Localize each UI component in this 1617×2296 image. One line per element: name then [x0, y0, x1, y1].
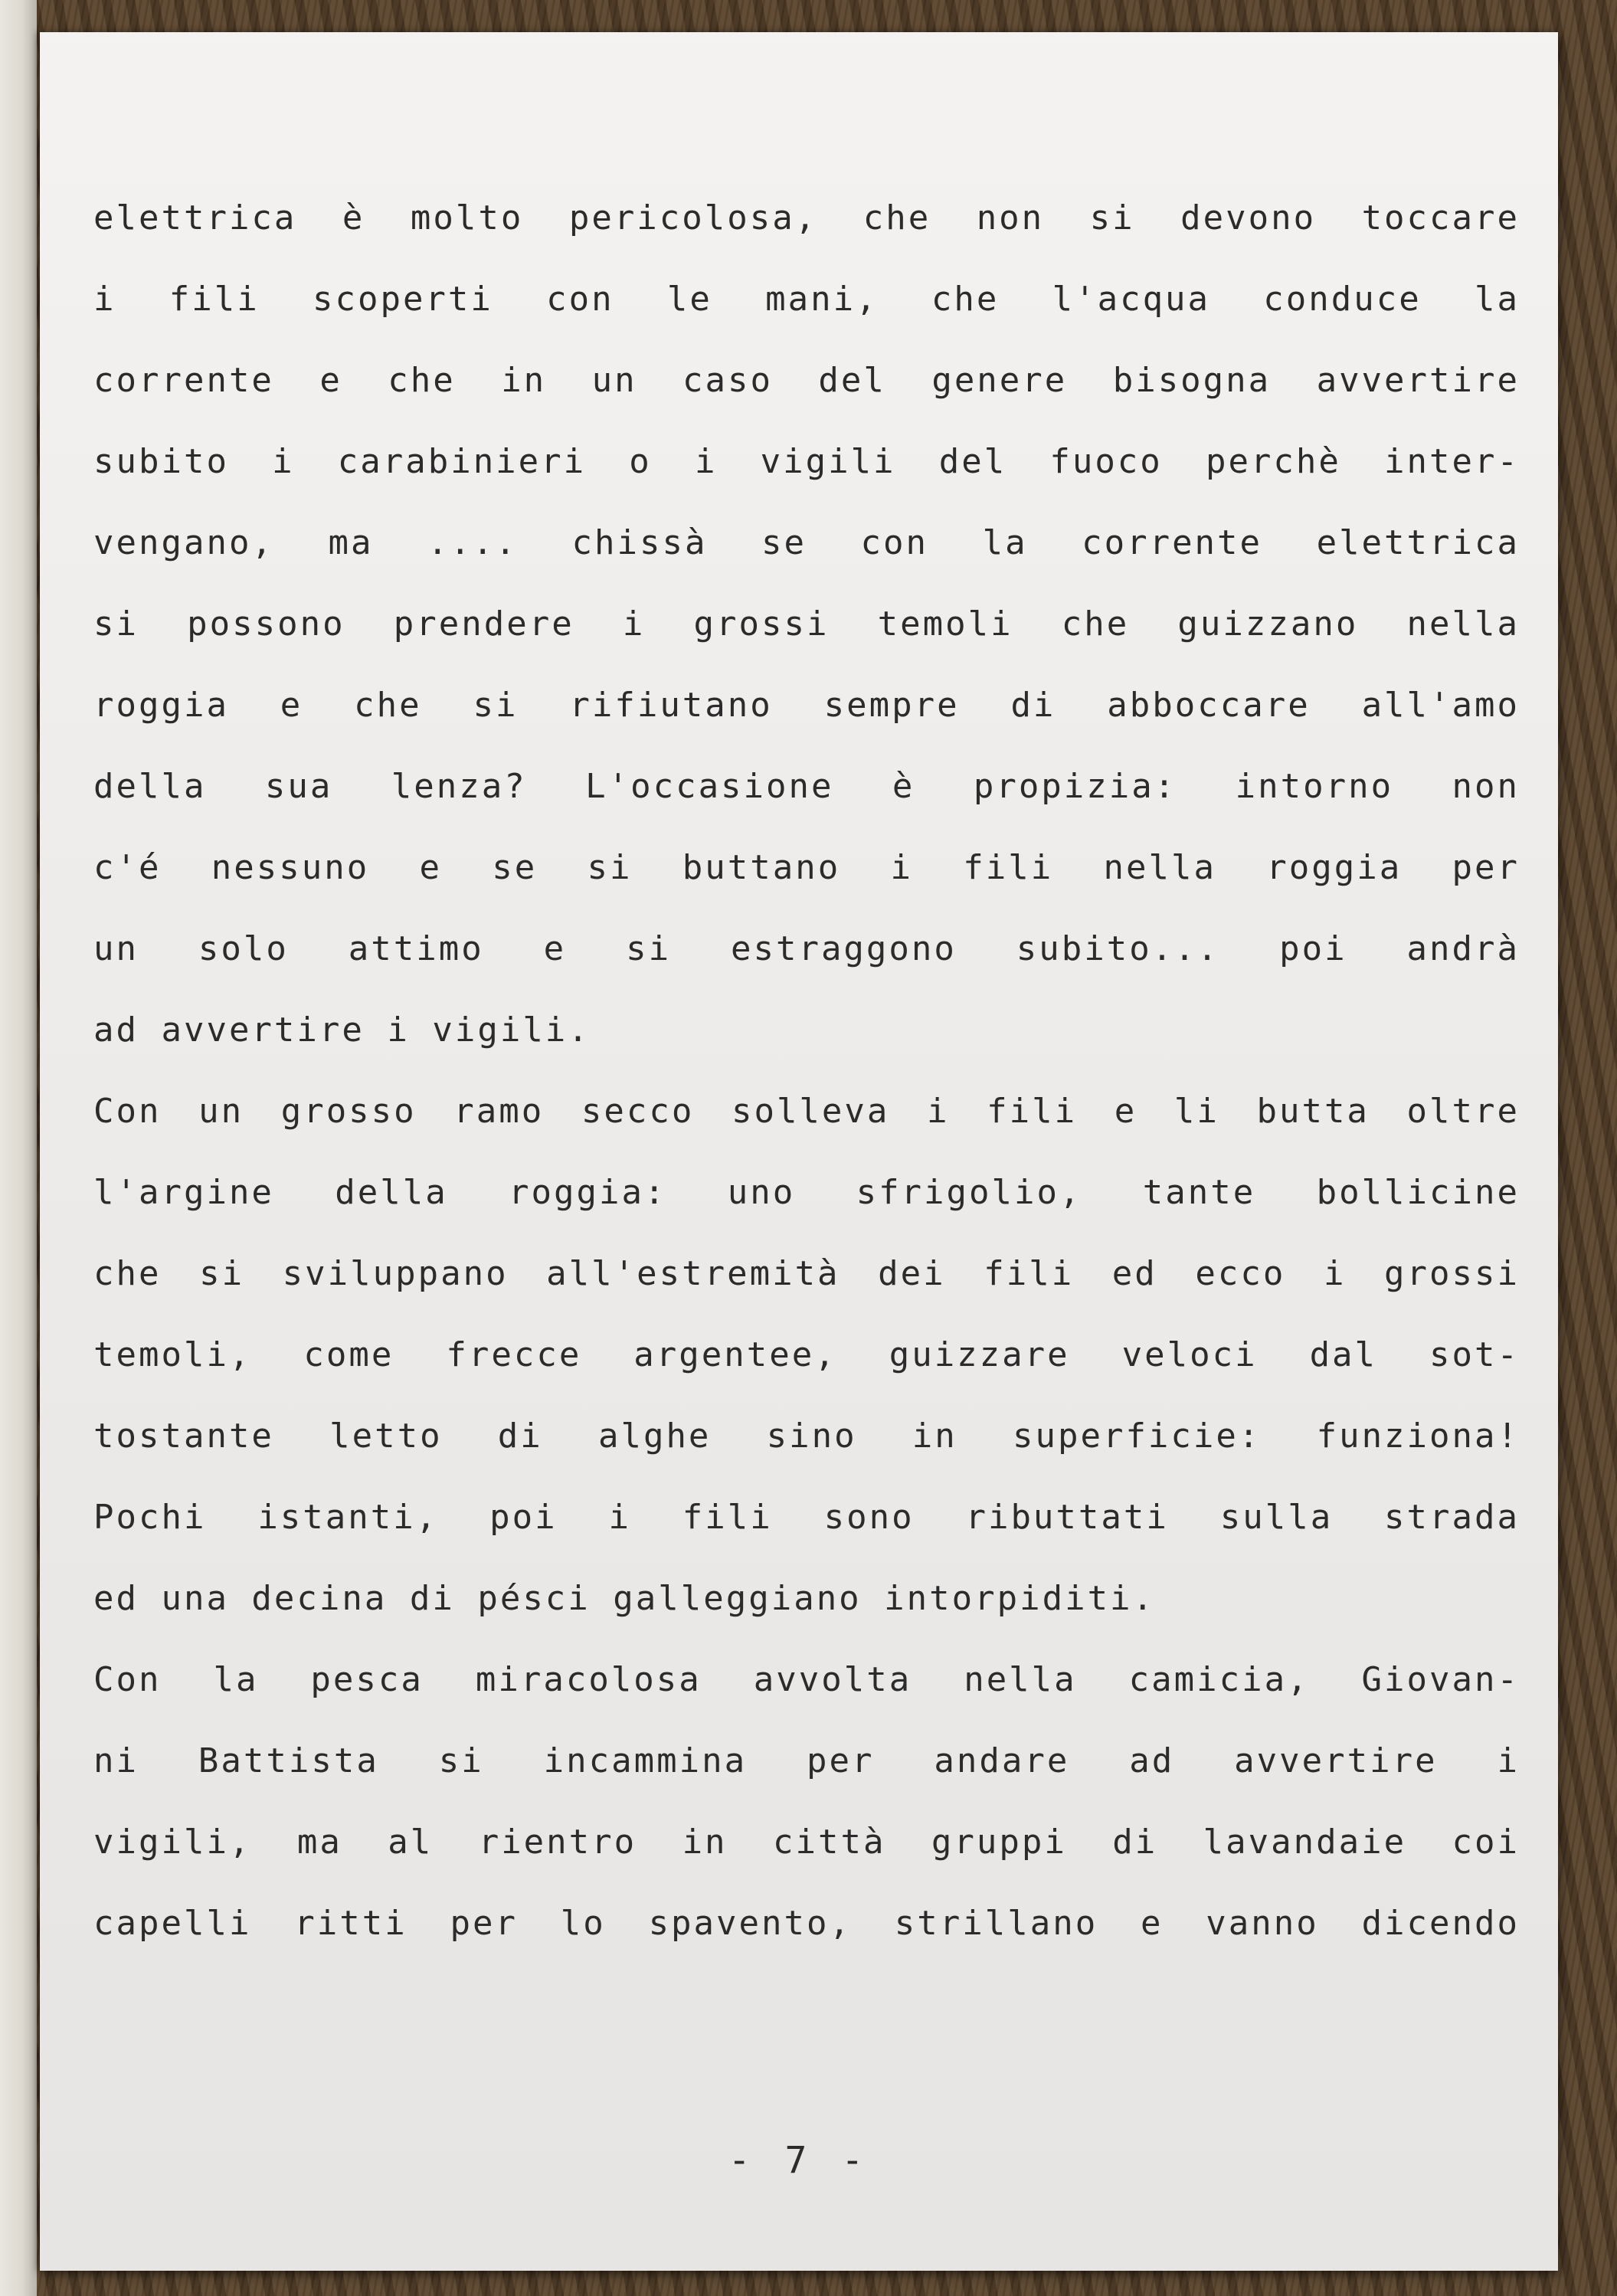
text-line: corrente e che in un caso del genere bisogna avvertire — [93, 361, 1520, 400]
text-line: c'é nessuno e se si buttano i fili nella roggia per — [93, 848, 1520, 887]
text-line: Con la pesca miracolosa avvolta nella camicia, Giovan- — [93, 1660, 1520, 1699]
text-line: che si sviluppano all'estremità dei fili ed ecco i grossi — [93, 1254, 1520, 1293]
text-line: della sua lenza? L'occasione è propizia: intorno non — [93, 767, 1520, 806]
text-line: capelli ritti per lo spavento, strillano e vanno dicendo — [93, 1904, 1520, 1943]
text-line: ed una decina di pésci galleggiano intorpiditi. — [93, 1579, 1156, 1618]
page-number: - 7 - — [728, 2139, 870, 2182]
text-line: i fili scoperti con le mani, che l'acqua conduce la — [93, 280, 1520, 319]
text-line: ni Battista si incammina per andare ad avvertire i — [93, 1741, 1520, 1780]
text-line: vigili, ma al rientro in città gruppi di lavandaie coi — [93, 1823, 1520, 1862]
text-line: tostante letto di alghe sino in superficie: funziona! — [93, 1417, 1520, 1456]
text-line: vengano, ma .... chissà se con la corrente elettrica — [93, 523, 1520, 562]
text-line: l'argine della roggia: uno sfrigolio, tante bollicine — [93, 1173, 1520, 1212]
text-line: Con un grosso ramo secco solleva i fili e li butta oltre — [93, 1092, 1520, 1131]
previous-page-edge — [0, 0, 37, 2296]
text-line: temoli, come frecce argentee, guizzare veloci dal sot- — [93, 1335, 1520, 1374]
text-line: un solo attimo e si estraggono subito... poi andrà — [93, 929, 1520, 968]
text-line: ad avvertire i vigili. — [93, 1010, 591, 1050]
body-text — [93, 178, 1520, 1964]
text-line: si possono prendere i grossi temoli che guizzano nella — [93, 604, 1520, 644]
book-page — [40, 32, 1558, 2271]
text-line: Pochi istanti, poi i fili sono ributtati sulla strada — [93, 1498, 1520, 1537]
text-line: elettrica è molto pericolosa, che non si devono toccare — [93, 198, 1520, 237]
text-line: subito i carabinieri o i vigili del fuoco perchè inter- — [93, 442, 1520, 481]
text-line: roggia e che si rifiutano sempre di abboccare all'amo — [93, 686, 1520, 725]
